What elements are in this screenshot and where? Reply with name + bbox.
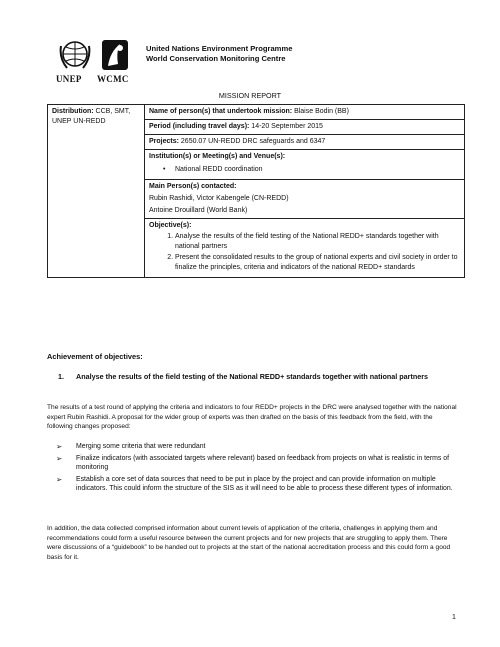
projects-cell: [145, 135, 465, 150]
distribution-label: Distribution:: [52, 108, 94, 115]
paragraph-2: In addition, the data collected comprised information about current levels of application of the criteria, challenges in applying them and recommendations could form a useful resource between the current projects and for new projects that are struggling to apply them. There were discussions of a “guidebook” to be handed out to projects at the start of the national accreditation process and this could form a good basis for it.: [47, 525, 451, 561]
org-line-1: United Nations Environment Programme: [146, 44, 293, 53]
persons-cell: [145, 180, 465, 219]
change-text: Establish a core set of data sources that need to be put in place by the project and can provide information on multiple indicators. This could inform the structure of the SIS as it will need to be able to process these different types of information.: [76, 475, 453, 493]
persons-line-1: Rubin Rashidi, Victor Kabengele (CN-REDD): [149, 195, 289, 202]
org-line-2: World Conservation Monitoring Centre: [146, 54, 286, 63]
projects-label: Projects:: [149, 138, 179, 145]
organization-name: [146, 44, 292, 64]
objective-1-number: 1.: [58, 372, 64, 381]
arrow-bullet-icon: ➢: [56, 442, 63, 451]
page-number: 1: [452, 614, 456, 621]
change-text: Finalize indicators (with associated targets where relevant) based on feedback from projects on what is realistic in terms of monitoring: [76, 454, 450, 472]
institutions-item: • National REDD coordination: [163, 165, 460, 175]
institutions-label: Institution(s) or Meeting(s) and Venue(s):: [149, 153, 286, 160]
unep-emblem-icon: [58, 38, 92, 74]
achievement-heading: Achievement of objectives:: [47, 352, 143, 361]
projects-value: 2650.07 UN-REDD DRC safeguards and 6347: [178, 138, 326, 145]
objective-item: 2. Present the consolidated results to the group of national experts and civil society in order to finalize the principles, criteria and indicators of the national REDD+ standards: [175, 253, 460, 273]
distribution-value: CCB, SMT, UNEP UN-REDD: [52, 108, 131, 125]
paragraph-1: The results of a test round of applying the criteria and indicators to four REDD+ projects in the DRC were analysed together with the national expert Rubin Rashidi. A proposal for the wider group of experts was then drafted on the basis of this feedback from the field, with the following changes proposed:: [47, 404, 457, 431]
persons-line-2: Antoine Drouillard (World Bank): [149, 207, 248, 214]
change-item: [56, 442, 456, 452]
unep-logo-text: UNEP: [56, 74, 82, 84]
name-label: Name of person(s) that undertook mission:: [149, 108, 293, 115]
objectives-list: [149, 232, 460, 273]
mission-report-table: [47, 104, 465, 278]
period-value: 14-20 September 2015: [249, 123, 323, 130]
wcmc-logo-text: WCMC: [97, 74, 129, 84]
arrow-bullet-icon: ➢: [56, 453, 63, 463]
objectives-cell: [145, 219, 465, 278]
arrow-bullet-icon: ➢: [56, 474, 63, 484]
name-value: Blaise Bodin (BB): [292, 108, 349, 115]
period-label: Period (including travel days):: [149, 123, 250, 130]
name-cell: [145, 105, 465, 120]
document-title: MISSION REPORT: [218, 91, 282, 100]
objective-1-text: Analyse the results of the field testing of the National REDD+ standards together with national partners: [76, 372, 429, 381]
objective-1-heading: [58, 372, 458, 382]
period-cell: [145, 120, 465, 135]
unep-wcmc-logo: [56, 38, 134, 88]
objectives-label: Objective(s):: [149, 222, 192, 229]
distribution-cell: [48, 105, 145, 278]
objective-item: 1. Analyse the results of the field testing of the National REDD+ standards together with national partners: [175, 232, 460, 252]
change-text: Merging some criteria that were redundant: [76, 443, 206, 450]
change-item: [56, 454, 456, 473]
proposed-changes-list: [56, 442, 456, 496]
persons-label: Main Person(s) contacted:: [149, 183, 237, 190]
institutions-cell: [145, 150, 465, 180]
change-item: [56, 475, 456, 494]
wcmc-emblem-icon: [98, 38, 132, 74]
